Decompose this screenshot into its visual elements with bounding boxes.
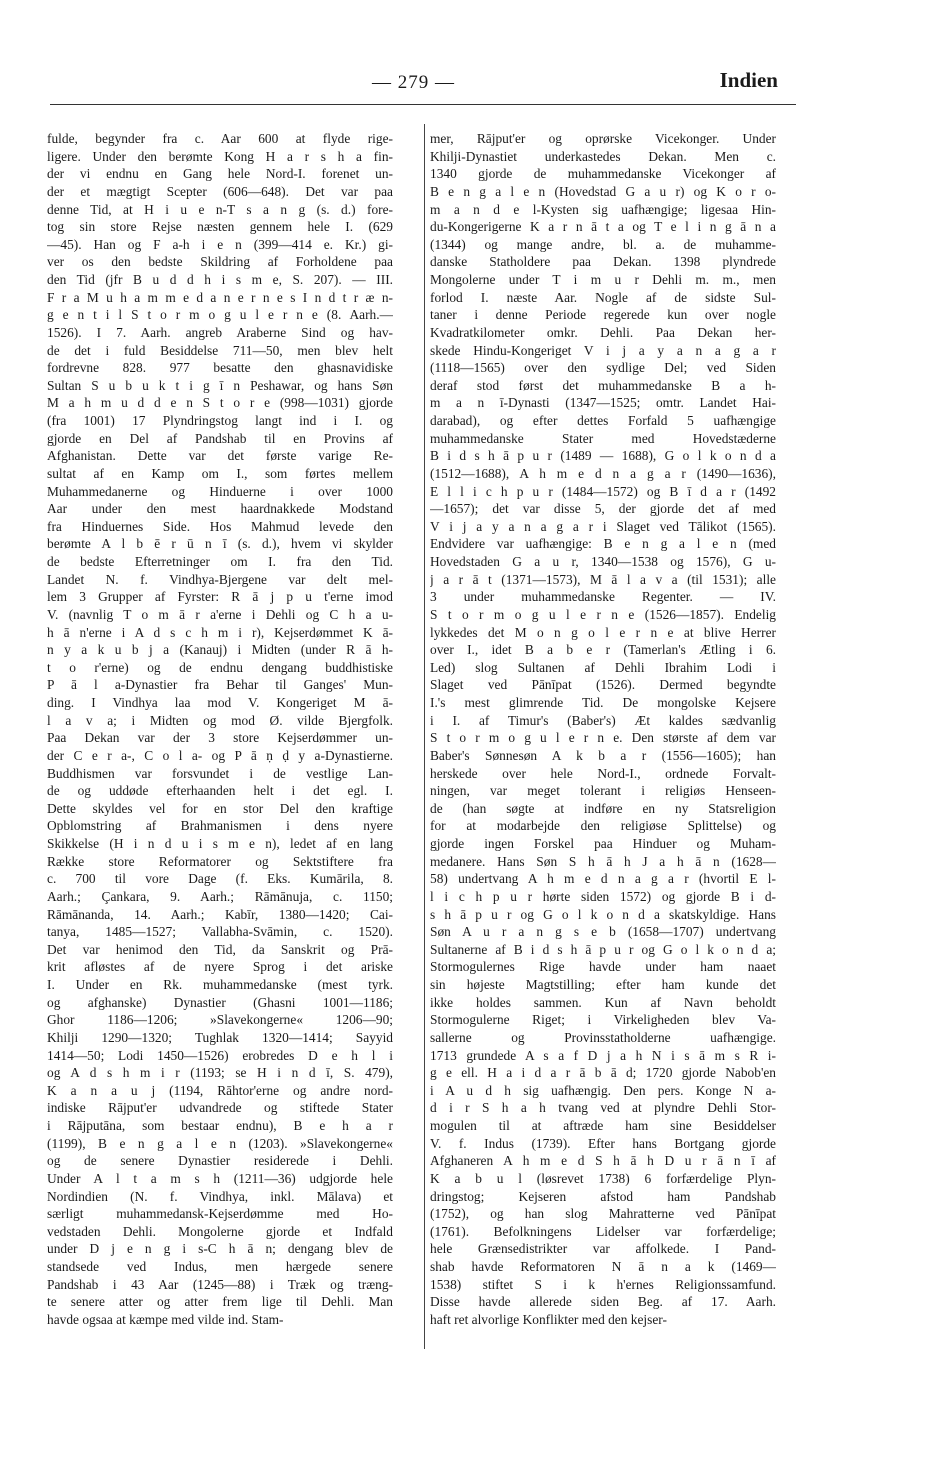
left-column-line: Muhammedanerne og Hinduerne i over 1000	[47, 483, 393, 499]
column-divider	[424, 124, 425, 1349]
left-column-line: Dette skyldes vel for en stor Del den kraftige	[47, 800, 393, 816]
left-column-line: 1526). I 7. Aarh. angreb Araberne Sind og hav-	[47, 324, 393, 340]
left-column-line: Buddhismen var forsvundet i de vestlige Lan-	[47, 765, 393, 781]
right-column-line: haft ret alvorlige Konflikter med den kejser-	[430, 1311, 667, 1327]
right-column-line: mogulen til at aftræde ham sine Besiddelser	[430, 1118, 776, 1133]
left-column-line: fra Hinduernes Side. Hos Mahmud levede den	[47, 518, 393, 534]
right-column-line: (1512—1688), A h m e d n a g a r (1490—1636),	[430, 465, 776, 481]
left-column-line: Pandshab i 43 Aar (1245—88) i Træk og træng-	[47, 1276, 393, 1292]
left-column-line: de bedste Efterretninger om I. fra den Tid.	[47, 554, 393, 569]
right-column-line: sin højeste Magtstilling; efter ham kunde det	[430, 977, 776, 992]
left-column-line: Aar under den mest haardnakkede Modstand	[47, 501, 393, 517]
right-column-line: de (han søgte at indføre en ny Statsreligion	[430, 800, 776, 816]
left-column-line: standsede ved Indus, men hærgede senere	[47, 1259, 393, 1274]
right-column-line: Endvidere var uafhængige: B e n g a l e n (med	[430, 536, 776, 552]
right-column	[430, 130, 776, 1329]
right-column-line: shab havde Reformatoren N ā n a k (1469—	[430, 1259, 776, 1274]
right-column-line: (1761). Befolkningens Lidelser var forfærdelige;	[430, 1223, 776, 1239]
right-column-line: medanere. Hans Søn S h ā h J a h ā n (1628—	[430, 853, 776, 869]
left-column-line: K a n a u j (1194, Rāhtor'erne og andre nord-	[47, 1082, 393, 1098]
right-column-line: —1657); det var disse 5, der gjorde det af med	[430, 501, 776, 517]
left-column-line: P ā l a-Dynastier fra Behar til Ganges' Mun-	[47, 677, 393, 693]
left-column-line: Afghanistan. Dette var det første varige Re-	[47, 448, 393, 464]
right-column-line: muhammedanske Stater med Hovedstæderne	[430, 430, 776, 446]
right-column-line: du-Kongerigerne K a r n ā t a og T e l i n g ā n a	[430, 219, 776, 235]
left-column-line: tog sin store Rejse næsten gennem hele I. (629	[47, 219, 393, 235]
left-column-line: M a h m u d d e n S t o r e (998—1031) gjorde	[47, 395, 393, 411]
left-column-line: Aarh.; Çankara, 9. Aarh.; Rāmānuja, c. 1150;	[47, 888, 393, 904]
right-column-line: hele Grænsedistrikter var affolkede. I Pand-	[430, 1241, 776, 1257]
left-column-line: berømte A l b ē r ū n ī (s. d.), hvem vi skylder	[47, 536, 393, 552]
left-column-line: V. (navnlig T o m ā r a'erne i Dehli og C h a u-	[47, 606, 393, 622]
right-column-line: Kvadratkilometer omkr. Dehli. Paa Dekan her-	[430, 324, 776, 340]
left-column-line: og de senere Dynastier residerede i Dehli.	[47, 1153, 393, 1169]
left-column-line: Khilji 1290—1320; Tughlak 1320—1414; Sayyid	[47, 1029, 393, 1045]
right-column-line: Mongolerne under T i m u r Dehli m. m., men	[430, 272, 776, 287]
right-column-line: forlod I. næste Aar. Nogle af de sidste Sul-	[430, 289, 776, 305]
right-column-line: ningen, var meget tolerant i religiøs Henseen-	[430, 783, 776, 799]
right-column-line: 1340 gjorde de muhammedanske Vicekonger af	[430, 166, 776, 182]
right-column-line: m a n d e l-Kysten sig uafhængige; ligesaa Hin-	[430, 201, 776, 217]
right-column-line: sallerne og Provinsstatholderne uafhængige.	[430, 1029, 776, 1045]
right-column-line: V i j a y a n a g a r i Slaget ved Tālikot (1565).	[430, 518, 776, 534]
left-column-line: Skikkelse (H i n d u i s m e n), ledet af en lang	[47, 836, 393, 851]
right-column-line: (1118—1565) over den sydlige Del; ved Siden	[430, 360, 776, 376]
right-column-line: skede Hindu-Kongeriget V i j a y a n a g a r	[430, 342, 776, 358]
right-column-line: Khilji-Dynastiet underkastedes Dekan. Men c.	[430, 148, 776, 164]
left-column-line: g e n t i l S t o r m o g u l e r n e (8. Aarh.—	[47, 307, 393, 323]
left-column-line: i Rājputāna, som bestaar endnu), B e h a r	[47, 1118, 393, 1133]
left-column-line: lem 3 Grupper af Fyrster: R ā j p u t'erne imod	[47, 589, 393, 605]
left-column-line: gjorde en Del af Pandshab til en Provins af	[47, 430, 393, 446]
right-column-line: V. f. Indus (1739). Efter hans Bortgang gjorde	[430, 1135, 776, 1151]
right-column-line: i A u d h sig uafhængig. Den pers. Konge N a-	[430, 1082, 776, 1098]
left-column-line: Række store Reformatorer og Sektstiftere fra	[47, 853, 393, 869]
right-column-line: E l l i c h p u r (1484—1572) og B ī d a r (1492	[430, 483, 776, 499]
right-column-line: Hovedstaden G a u r, 1340—1538 og 1576), G u-	[430, 554, 776, 569]
left-column-line: Under A l t a m s h (1211—36) udgjorde hele	[47, 1170, 393, 1186]
right-column-line: lykkedes det M o n g o l e r n e at blive Herrer	[430, 624, 776, 640]
right-column-line: gjorde ingen Forskel paa Hinduer og Muham-	[430, 836, 776, 851]
left-column-line: der C e r a-, C o l a- og P ā ṇ ḍ y a-Dynastierne.	[47, 747, 393, 763]
left-column-line: de det i fuld Besiddelse 711—50, men blev helt	[47, 342, 393, 358]
right-column-line: l i c h p u r hørte siden 1572) og gjorde B i d-	[430, 888, 776, 904]
left-column-line: krit afløstes af de nyere Sprog i det ariske	[47, 959, 393, 975]
right-column-line: s h ā p u r og G o l k o n d a skatskyldige. Hans	[430, 906, 776, 922]
left-column-line: sultat af en Kamp om I., som førtes mellem	[47, 465, 393, 481]
left-column-line: fordrevne 828. 977 besatte den ghasnavidiske	[47, 360, 393, 376]
left-column-line: og A d s h m i r (1193; se H i n d ī, S. 479),	[47, 1065, 393, 1081]
left-column-line: ver os den bedste Skildring af Forholdene paa	[47, 254, 393, 270]
right-column-line: (1344) og mange andre, bl. a. de muhamme-	[430, 236, 776, 252]
right-column-line: 58) undertvang A h m e d n a g a r (hvortil E l-	[430, 871, 776, 887]
left-column-line: (fra 1001) 17 Plyndringstog langt ind i I. og	[47, 413, 393, 428]
left-column-line: 1414—50; Lodi 1450—1526) erobredes D e h l i	[47, 1047, 393, 1063]
right-column-line: deraf stod først det muhammedanske B a h-	[430, 377, 776, 393]
left-column-line: c. 700 til vore Dage (f. Eks. Kumārila, 8.	[47, 871, 393, 887]
right-column-line: S t o r m o g u l e r n e (1526—1857). Endelig	[430, 606, 776, 622]
left-column-line: indiske Rājput'er udvandrede og stiftede Stater	[47, 1100, 393, 1116]
right-column-line: K a b u l (løsrevet 1738) 6 forfærdelige Plyn-	[430, 1170, 776, 1186]
right-column-line: Afghaneren A h m e d S h ā h D u r ā n ī af	[430, 1153, 776, 1169]
right-column-line: B i d s h ā p u r (1489 — 1688), G o l k o n d a	[430, 448, 776, 464]
right-column-line: 1538) stiftet S i k h'ernes Religionssamfund.	[430, 1276, 776, 1292]
right-column-line: m a n ī-Dynasti (1347—1525; omtr. Landet Hai-	[430, 395, 776, 411]
right-column-line: B e n g a l e n (Hovedstad G a u r) og K o r o-	[430, 183, 776, 199]
page-number: — 279 —	[372, 72, 455, 93]
left-column-line: særligt muhammedansk-Kejserdømme med Ho-	[47, 1206, 393, 1222]
left-column-line: og afghanske) Dynastier (Ghasni 1001—1186;	[47, 994, 393, 1010]
left-column-line: I. Under en Rk. muhammedanske (mest tyrk.	[47, 977, 393, 992]
left-column-line: Det var henimod den Tid, da Sanskrit og Prā-	[47, 941, 393, 957]
left-column-line: ding. I Vindhya laa mod V. Kongeriget M ā-	[47, 695, 393, 710]
left-column-line: fulde, begynder fra c. Aar 600 at flyde rige-	[47, 131, 393, 146]
left-column-line: n y a k u b j a (Kanauj) i Midten (under R ā h-	[47, 642, 393, 658]
left-column-line: Ghor 1186—1206; »Slavekongerne« 1206—90;	[47, 1012, 393, 1028]
left-column-line: Rāmānanda, 14. Aarh.; Kabīr, 1380—1420; Cai-	[47, 906, 393, 922]
left-column-line: l a v a; i Midten og mod Ø. vilde Bjergfolk.	[47, 712, 393, 728]
right-column-line: 3 under muhammedanske Regenter. — IV.	[430, 589, 776, 605]
right-column-line: I.'s mest glimrende Tid. De mongolske Kejsere	[430, 695, 776, 710]
left-column-line: te senere atter og atter frem lige til Dehli. Man	[47, 1294, 393, 1310]
right-column-line: i I. af Timur's (Baber's) Æt kaldes sædvanlig	[430, 712, 776, 728]
right-column-line: danske Statholdere paa Dekan. 1398 plyndrede	[430, 254, 776, 270]
right-column-line: ikke holdes sammen. Kun af Navn beholdt	[430, 994, 776, 1010]
running-head: Indien	[719, 68, 778, 92]
left-column-line: ligere. Under den berømte Kong H a r s h a fin-	[47, 148, 393, 164]
left-column-line: vedstaden Dehli. Mongolerne gjorde et Indfald	[47, 1223, 393, 1239]
right-column-line: taner i denne Periode regerede kun over nogle	[430, 307, 776, 323]
left-column-line: under D j e n g i s-C h ā n; dengang blev de	[47, 1241, 393, 1257]
right-column-line: for at modarbejde den religiøse Splittelse) og	[430, 818, 776, 834]
right-column-line: herskede over hele Nord-I., ordnede Forvalt-	[430, 765, 776, 781]
header-rule	[50, 104, 796, 105]
left-column-line: Landet N. f. Vindhya-Bjergene var delt mel-	[47, 571, 393, 587]
right-column-line: Led) slog Sultanen af Dehli Ibrahim Lodi i	[430, 659, 776, 675]
left-column-line: den Tid (jfr B u d d h i s m e, S. 207). — III.	[47, 272, 393, 287]
right-column-line: Sultanerne af B i d s h ā p u r og G o l k o n d a;	[430, 941, 776, 957]
left-column-line: der et mægtigt Scepter (606—648). Det var paa	[47, 183, 393, 199]
left-column-line: de og uddøde efterhaanden helt i det egl. I.	[47, 783, 393, 799]
left-column-line: tanya, 1485—1527; Vallabha-Svāmin, c. 1520).	[47, 924, 393, 940]
left-column-line: Opblomstring af Brahmanismen i dens nyere	[47, 818, 393, 834]
right-column-line: 1713 grundede A s a f D j a h N i s ā m s R i-	[430, 1047, 776, 1063]
left-column-line: F r a M u h a m m e d a n e r n e s I n d t r æ n-	[47, 289, 393, 305]
right-column-line: j a r ā t (1371—1573), M ā l a v a (til 1531); alle	[430, 571, 776, 587]
left-column-line: Nordindien (N. f. Vindhya, inkl. Mālava) et	[47, 1188, 393, 1204]
left-column-line: (1199), B e n g a l e n (1203). »Slavekongerne«	[47, 1135, 393, 1151]
right-column-line: over I., idet B a b e r (Tamerlan's Ætling i 6.	[430, 642, 776, 658]
right-column-line: dringstog; Kejseren afstod ham Pandshab	[430, 1188, 776, 1204]
left-column-line: denne Tid, at H i u e n-T s a n g (s. d.) fore-	[47, 201, 393, 217]
left-column-line: —45). Han og F a-h i e n (399—414 e. Kr.) gi-	[47, 236, 393, 252]
right-column-line: d i r S h a h tvang ved at plyndre Dehli Stor-	[430, 1100, 776, 1116]
right-column-line: Stormogulerne Riget; i Virkeligheden blev Va-	[430, 1012, 776, 1028]
left-column-line: der vi endnu en Gang hele Nord-I. forenet un-	[47, 166, 393, 182]
left-column-line: Sultan S u b u k t i g ī n Peshawar, og hans Søn	[47, 377, 393, 393]
right-column-line: darabad), og efter dettes Forfald 5 uafhængige	[430, 413, 776, 428]
right-column-line: Søn A u r a n g s e b (1658—1707) undertvang	[430, 924, 776, 940]
right-column-line: Stormogulernes Rige havde under ham naaet	[430, 959, 776, 975]
right-column-line: g e ell. H a i d a r ā b ā d; 1720 gjorde Nabob'en	[430, 1065, 776, 1081]
right-column-line: mer, Rājput'er og oprørske Vicekonger. Under	[430, 131, 776, 146]
right-column-line: S t o r m o g u l e r n e. Den største af dem var	[430, 730, 776, 746]
right-column-line: Slaget ved Pānīpat (1526). Dermed begyndte	[430, 677, 776, 693]
right-column-line: Disse havde allerede siden Beg. af 17. Aarh.	[430, 1294, 776, 1310]
left-column-line: h ā n'erne i A d s c h m i r), Kejserdømmet K ā-	[47, 624, 393, 640]
left-column-line: t o r'erne) og de endnu dengang buddhistiske	[47, 659, 393, 675]
right-column-line: (1752), og han slog Mahratterne ved Pānīpat	[430, 1206, 776, 1222]
right-column-line: Baber's Sønnesøn A k b a r (1556—1605); han	[430, 747, 776, 763]
left-column	[47, 130, 393, 1329]
left-column-line: Paa Dekan var der 3 store Kejserdømmer un-	[47, 730, 393, 746]
left-column-line: havde ogsaa at kæmpe med vilde ind. Stam-	[47, 1311, 284, 1327]
